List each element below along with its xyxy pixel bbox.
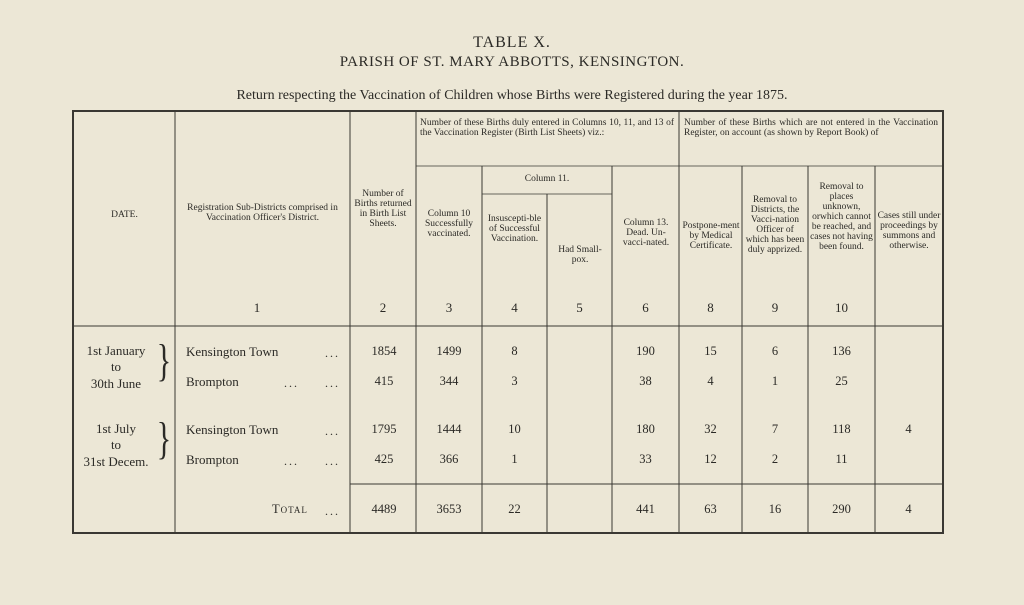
brace: } bbox=[156, 414, 172, 465]
insusceptible-cell: 3 bbox=[511, 374, 518, 388]
removal-districts-cell: 6 bbox=[771, 344, 779, 358]
removal-districts-cell: 1 bbox=[771, 374, 779, 388]
leader-dots: ... bbox=[284, 376, 299, 390]
insusceptible-cell: 10 bbox=[508, 422, 521, 436]
births-cell: 1854 bbox=[371, 344, 397, 358]
header-column-11: Column 11. bbox=[524, 174, 570, 184]
removal-unknown-cell: 118 bbox=[832, 422, 851, 436]
header-vaccinated: Column 10 Successfully vaccinated. bbox=[424, 209, 474, 239]
leader-dots: ... bbox=[325, 454, 340, 468]
postponed-cell: 15 bbox=[704, 344, 717, 358]
header-dead: Column 13. Dead. Un-vacci-nated. bbox=[622, 218, 670, 248]
brace: } bbox=[156, 336, 172, 387]
district-name: Brompton bbox=[186, 374, 239, 389]
header-entered-in-register: Number of these Births duly entered in Columns 10, 11, and 13 of the Vaccination Register (Birth List Sheets) viz.: bbox=[420, 118, 674, 138]
total-insusceptible: 22 bbox=[508, 502, 521, 516]
dead-cell: 190 bbox=[636, 344, 655, 358]
leader-dots: ... bbox=[325, 504, 340, 518]
header-summons: Cases still under proceedings by summons and otherwise. bbox=[877, 211, 941, 251]
header-date: DATE. bbox=[111, 210, 138, 220]
district-name: Kensington Town bbox=[186, 422, 279, 437]
total-removal-unknown: 290 bbox=[832, 502, 851, 516]
total-postponed: 63 bbox=[704, 502, 717, 516]
total-vaccinated: 3653 bbox=[436, 502, 462, 516]
dead-cell: 180 bbox=[636, 422, 655, 436]
dead-cell: 33 bbox=[639, 452, 652, 466]
header-districts: Registration Sub-Districts comprised in Vaccination Officer's District. bbox=[187, 203, 338, 223]
total-removal-districts: 16 bbox=[768, 502, 782, 516]
header-removal-districts: Removal to Districts, the Vacci-nation Officer of which has been duly apprized. bbox=[745, 195, 805, 255]
removal-districts-cell: 7 bbox=[771, 422, 779, 436]
vaccination-table bbox=[72, 110, 944, 534]
births-cell: 415 bbox=[374, 374, 394, 388]
postponed-cell: 4 bbox=[707, 374, 714, 388]
removal-districts-cell: 2 bbox=[771, 452, 779, 466]
district-name: Kensington Town bbox=[186, 344, 279, 359]
header-smallpox: Had Small-pox. bbox=[558, 245, 602, 265]
header-not-entered-in-register: Number of these Births which are not entered in the Vaccination Register, on account (as shown by Report Book) of bbox=[684, 118, 938, 138]
vaccinated-cell: 366 bbox=[439, 452, 459, 466]
total-dead: 441 bbox=[636, 502, 655, 516]
header-removal-unknown: Removal to places unknown, orwhich cannot be reached, and cases not having been found. bbox=[810, 182, 873, 252]
removal-unknown-cell: 11 bbox=[835, 452, 848, 466]
total-births: 4489 bbox=[371, 502, 397, 516]
table-title: TABLE X. bbox=[473, 34, 551, 51]
vaccinated-cell: 1499 bbox=[436, 344, 462, 358]
column-number: 5 bbox=[576, 300, 583, 315]
postponed-cell: 12 bbox=[704, 452, 717, 466]
column-number: 8 bbox=[707, 300, 714, 315]
removal-unknown-cell: 136 bbox=[832, 344, 851, 358]
period-2-date: 1st July to 31st Decem. bbox=[83, 421, 149, 469]
removal-unknown-cell: 25 bbox=[835, 374, 848, 388]
insusceptible-cell: 8 bbox=[511, 344, 518, 358]
header-postponement: Postpone-ment by Medical Certificate. bbox=[682, 221, 740, 251]
table-subtitle: PARISH OF ST. MARY ABBOTTS, KENSINGTON. bbox=[339, 54, 685, 70]
header-births: Number of Births returned in Birth List Sheets. bbox=[354, 189, 412, 229]
births-cell: 425 bbox=[374, 452, 394, 466]
leader-dots: ... bbox=[284, 454, 299, 468]
period-1-date: 1st January to 30th June bbox=[86, 343, 146, 391]
leader-dots: ... bbox=[325, 424, 340, 438]
district-name: Brompton bbox=[186, 452, 239, 467]
vaccinated-cell: 344 bbox=[439, 374, 459, 388]
column-number: 9 bbox=[771, 300, 779, 315]
insusceptible-cell: 1 bbox=[511, 452, 518, 466]
column-number: 3 bbox=[445, 300, 453, 315]
leader-dots: ... bbox=[325, 346, 340, 360]
table-rules bbox=[72, 110, 944, 534]
table-caption: Return respecting the Vaccination of Children whose Births were Registered during the year 1875. bbox=[236, 88, 788, 103]
header-insusceptible: Insuscepti-ble of Successful Vaccination. bbox=[487, 214, 542, 244]
column-number: 10 bbox=[835, 300, 848, 315]
postponed-cell: 32 bbox=[704, 422, 717, 436]
total-label: Total bbox=[272, 502, 308, 516]
column-number: 1 bbox=[253, 300, 261, 315]
vaccinated-cell: 1444 bbox=[436, 422, 462, 436]
leader-dots: ... bbox=[325, 376, 340, 390]
column-number: 4 bbox=[511, 300, 518, 315]
births-cell: 1795 bbox=[371, 422, 397, 436]
dead-cell: 38 bbox=[639, 374, 652, 388]
total-summons: 4 bbox=[905, 502, 912, 516]
column-number: 2 bbox=[379, 300, 387, 315]
column-number: 6 bbox=[642, 300, 649, 315]
summons-cell: 4 bbox=[905, 422, 912, 436]
